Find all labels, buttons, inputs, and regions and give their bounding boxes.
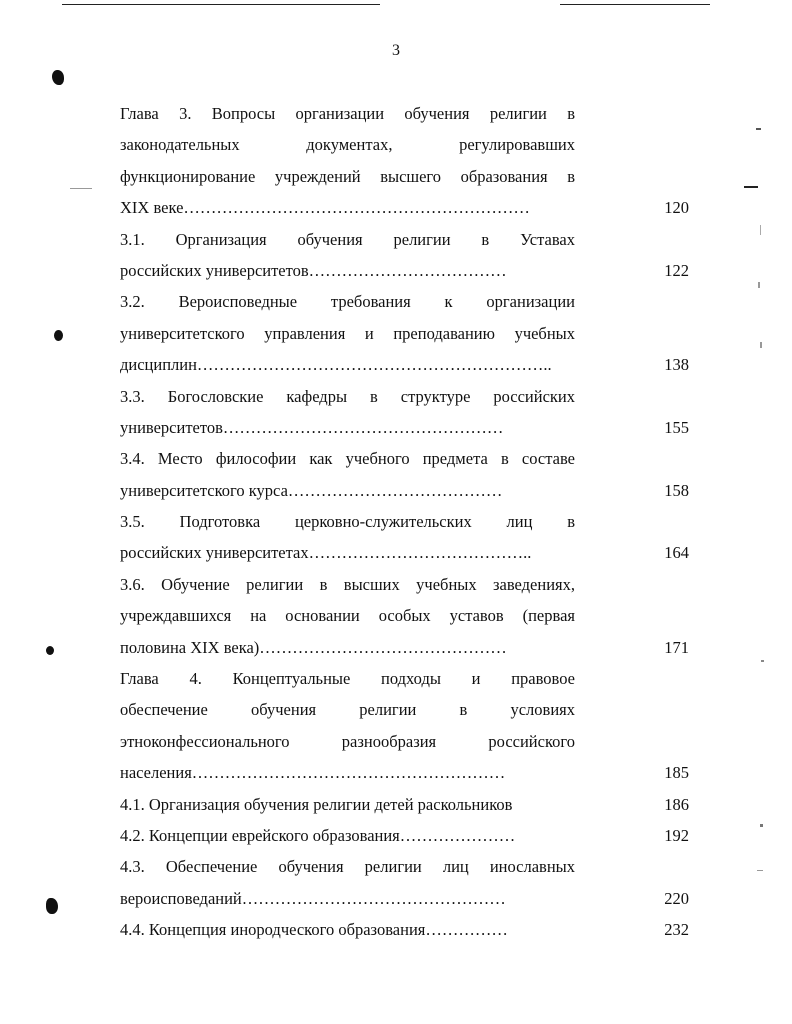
scan-speck <box>70 188 92 189</box>
toc-page-number: 122 <box>664 260 689 280</box>
scan-speck <box>760 225 761 235</box>
toc-page-number: 186 <box>664 794 689 814</box>
toc-entry-text: 4.1. Организация обучения религии детей раскольников <box>120 794 513 814</box>
toc-page-number: 138 <box>664 355 689 375</box>
toc-page-number: 185 <box>664 763 689 783</box>
toc-entry-text: населения………………………………………………… <box>120 763 506 783</box>
scan-top-rule-right <box>560 4 710 5</box>
page-number: 3 <box>392 42 400 59</box>
toc-entry <box>120 98 695 224</box>
toc-entry-text: университетов…………………………………………… <box>120 417 504 437</box>
scan-speck <box>756 128 761 130</box>
toc-entry-text: Глава 3. Вопросы организации обучения религии в <box>120 104 575 123</box>
toc-entry-text: 4.2. Концепции еврейского образования………………… <box>120 825 516 845</box>
scan-speck <box>744 186 758 188</box>
scan-speck <box>757 870 763 871</box>
scan-speck <box>760 342 762 348</box>
toc-entry-text: российских университетов……………………………… <box>120 260 507 280</box>
toc-page-number: 171 <box>664 637 689 657</box>
toc-page-number: 155 <box>664 417 689 437</box>
toc-entry <box>120 820 695 851</box>
scan-blot <box>52 70 64 85</box>
toc-entry <box>120 663 695 789</box>
toc-entry-text: российских университетах………………………………….. <box>120 543 532 563</box>
toc-page-number: 232 <box>664 920 689 940</box>
toc-entry-text: университетского управления и преподаванию учебных <box>120 323 575 343</box>
scan-blot <box>46 898 58 914</box>
toc-entry-text: обеспечение обучения религии в условиях <box>120 700 575 720</box>
toc-entry-text: этноконфессионального разнообразия российского <box>120 731 575 751</box>
toc-entry <box>120 569 695 663</box>
toc-entry-text: функционирование учреждений высшего образования в <box>120 166 575 186</box>
toc-entry-text: 3.1. Организация обучения религии в Уставах <box>120 229 575 249</box>
scan-blot <box>46 646 54 655</box>
toc-entry-text: вероисповеданий………………………………………… <box>120 888 506 908</box>
scan-speck <box>761 660 764 662</box>
toc-entry <box>120 851 695 914</box>
toc-entry <box>120 443 695 506</box>
toc-entry-text: 3.3. Богословские кафедры в структуре российских <box>120 386 575 406</box>
toc-entry <box>120 914 695 945</box>
toc-entry-text: 3.5. Подготовка церковно-служительских лиц в <box>120 512 575 532</box>
toc-entry-text: учреждавшихся на основании особых уставов (первая <box>120 606 575 626</box>
scan-top-rule-left <box>62 4 380 5</box>
table-of-contents <box>120 98 695 946</box>
toc-page-number: 120 <box>664 198 689 218</box>
toc-entry <box>120 381 695 444</box>
toc-entry-text: 3.4. Место философии как учебного предмета в составе <box>120 449 575 469</box>
toc-entry <box>120 224 695 287</box>
toc-entry <box>120 789 695 820</box>
toc-entry <box>120 286 695 380</box>
toc-page-number: 158 <box>664 480 689 500</box>
toc-page-number: 192 <box>664 825 689 845</box>
toc-entry-text: дисциплин……………………………………………………….. <box>120 355 552 375</box>
toc-entry-text: законодательных документах, регулировавших <box>120 135 575 155</box>
toc-entry-text: 4.3. Обеспечение обучения религии лиц инославных <box>120 857 575 877</box>
toc-entry-text: университетского курса………………………………… <box>120 480 503 500</box>
scan-speck <box>760 824 763 827</box>
scan-blot <box>54 330 63 341</box>
toc-page-number: 220 <box>664 888 689 908</box>
toc-entry-text: XIX веке……………………………………………………… <box>120 198 530 218</box>
scan-speck <box>758 282 760 288</box>
toc-entry-text: 4.4. Концепция инородческого образования…………… <box>120 920 508 940</box>
toc-page-number: 164 <box>664 543 689 563</box>
toc-entry-text: 3.6. Обучение религии в высших учебных заведениях, <box>120 574 575 594</box>
toc-entry <box>120 506 695 569</box>
toc-entry-text: Глава 4. Концептуальные подходы и правовое <box>120 669 575 689</box>
toc-entry-text: половина XIX века)……………………………………… <box>120 637 507 657</box>
toc-entry-text: 3.2. Вероисповедные требования к организации <box>120 292 575 312</box>
